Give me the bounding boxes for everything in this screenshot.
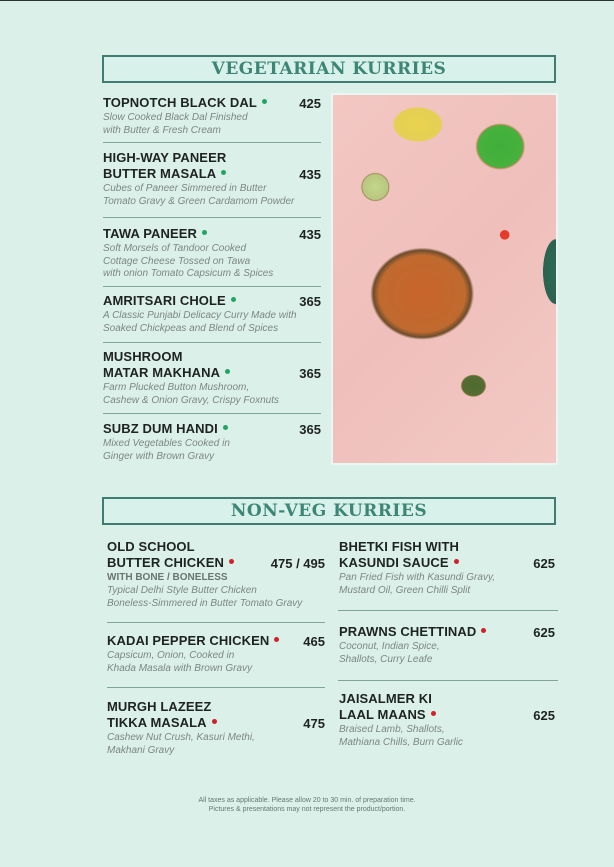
item-variant: WITH BONE / BONELESS [107, 572, 228, 583]
divider [338, 610, 558, 611]
item-name: AMRITSARI CHOLE [103, 293, 226, 308]
food-photo [331, 93, 558, 465]
menu-item [103, 421, 321, 463]
section-title-nonveg: NON-VEG KURRIES [102, 497, 556, 525]
menu-item [107, 699, 325, 757]
menu-item [339, 624, 555, 666]
item-description: Slow Cooked Black Dal Finished with Butter & Fresh Cream [103, 112, 248, 136]
item-price: 625 [533, 556, 555, 571]
menu-item [103, 95, 321, 137]
veg-dot-icon [262, 99, 267, 104]
item-name-line2: MATAR MAKHANA [103, 365, 221, 380]
veg-dot-icon [202, 230, 207, 235]
item-name: OLD SCHOOL [107, 539, 195, 554]
divider [103, 413, 321, 414]
item-name: HIGH-WAY PANEER [103, 150, 227, 165]
nonveg-dot-icon [212, 719, 217, 724]
item-description: Farm Plucked Button Mushroom, Cashew & Onion Gravy, Crispy Foxnuts [103, 382, 279, 406]
item-description: Typical Delhi Style Butter Chicken Boneless-Simmered in Butter Tomato Gravy [107, 585, 303, 609]
divider [103, 286, 321, 287]
menu-item [107, 633, 325, 675]
item-price: 435 [299, 227, 321, 242]
item-price: 365 [299, 366, 321, 381]
item-price: 625 [533, 708, 555, 723]
veg-dot-icon [231, 297, 236, 302]
item-description: Cubes of Paneer Simmered in Butter Tomato Gravy & Green Cardamom Powder [103, 183, 295, 207]
divider [103, 217, 321, 218]
item-price: 465 [303, 634, 325, 649]
item-description: Pan Fried Fish with Kasundi Gravy, Mustard Oil, Green Chilli Split [339, 572, 495, 596]
item-name: PRAWNS CHETTINAD [339, 624, 477, 639]
footer-line1: All taxes as applicable. Please allow 20 to 30 min. of preparation time. [198, 797, 416, 804]
item-name-line2: BUTTER MASALA [103, 166, 217, 181]
item-name-line2: BUTTER CHICKEN [107, 555, 224, 570]
divider [103, 342, 321, 343]
item-price: 475 / 495 [270, 556, 325, 571]
item-name: TAWA PANEER [103, 226, 198, 241]
veg-dot-icon [225, 369, 230, 374]
top-border [0, 0, 614, 1]
divider [107, 622, 325, 623]
item-name: JAISALMER KI [339, 691, 432, 706]
menu-item [103, 293, 321, 335]
item-description: Cashew Nut Crush, Kasuri Methi, Makhani Gravy [107, 732, 255, 756]
veg-dot-icon [221, 170, 226, 175]
nonveg-dot-icon [481, 628, 486, 633]
menu-item [339, 539, 555, 597]
menu-item [103, 150, 321, 208]
item-description: Mixed Vegetables Cooked in Ginger with Brown Gravy [103, 438, 230, 462]
item-name-line2: TIKKA MASALA [107, 715, 207, 730]
item-description: A Classic Punjabi Delicacy Curry Made with Soaked Chickpeas and Blend of Spices [103, 310, 297, 334]
item-description: Braised Lamb, Shallots, Mathiana Chills, Burn Garlic [339, 724, 463, 748]
divider [103, 142, 321, 143]
divider [107, 687, 325, 688]
nonveg-dot-icon [454, 559, 459, 564]
nonveg-dot-icon [431, 711, 436, 716]
item-price: 625 [533, 625, 555, 640]
item-name-line2: KASUNDI SAUCE [339, 555, 449, 570]
item-price: 425 [299, 96, 321, 111]
item-name: MURGH LAZEEZ [107, 699, 212, 714]
item-description: Capsicum, Onion, Cooked in Khada Masala with Brown Gravy [107, 650, 253, 674]
menu-item [103, 226, 321, 281]
item-price: 365 [299, 422, 321, 437]
menu-item [107, 539, 325, 610]
item-name: KADAI PEPPER CHICKEN [107, 633, 270, 648]
menu-item [339, 691, 555, 749]
nonveg-dot-icon [274, 637, 279, 642]
footer-note [0, 796, 614, 814]
divider [338, 680, 558, 681]
item-description: Soft Morsels of Tandoor Cooked Cottage Cheese Tossed on Tawa with onion Tomato Capsicum & Spices [103, 243, 274, 279]
item-name: TOPNOTCH BLACK DAL [103, 95, 257, 110]
menu-item [103, 349, 321, 407]
item-price: 365 [299, 294, 321, 309]
item-name: MUSHROOM [103, 349, 183, 364]
item-name: SUBZ DUM HANDI [103, 421, 218, 436]
section-title-vegetarian: VEGETARIAN KURRIES [102, 55, 556, 83]
veg-dot-icon [223, 425, 228, 430]
footer-line2: Pictures & presentations may not represent the product/portion. [208, 806, 406, 813]
item-price: 475 [303, 716, 325, 731]
item-name-line2: LAAL MAANS [339, 707, 426, 722]
item-price: 435 [299, 167, 321, 182]
item-name: BHETKI FISH WITH [339, 539, 460, 554]
nonveg-dot-icon [229, 559, 234, 564]
item-description: Coconut, Indian Spice, Shallots, Curry Leafe [339, 641, 440, 665]
